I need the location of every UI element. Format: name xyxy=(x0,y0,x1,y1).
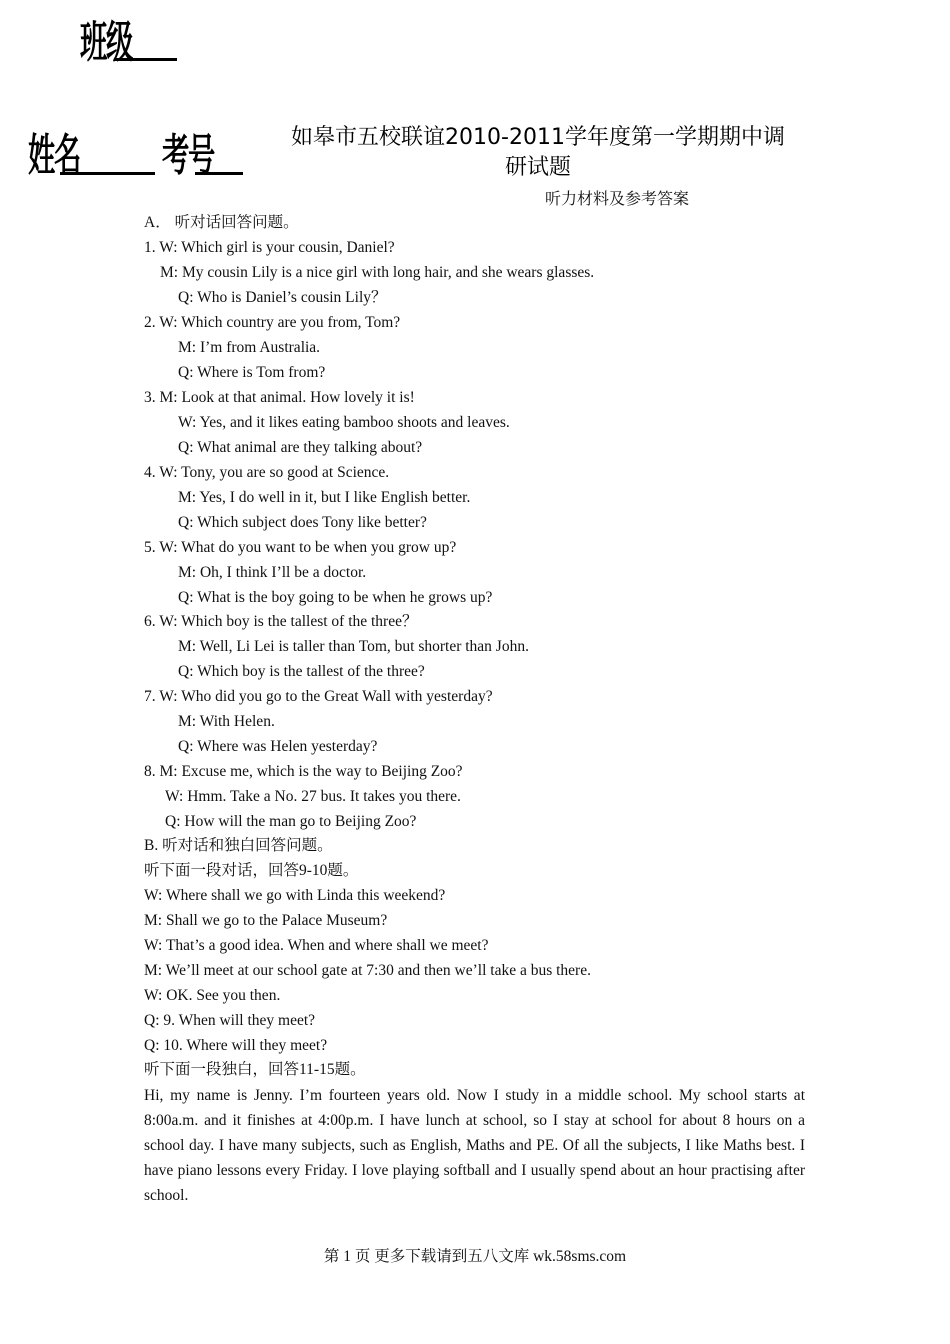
section-a-heading: A． 听对话回答问题。 xyxy=(144,214,299,231)
dialogue-line: M: We’ll meet at our school gate at 7:30 and then we’ll take a bus there. xyxy=(144,962,591,979)
section-a-line: 1. W: Which girl is your cousin, Daniel? xyxy=(144,239,395,256)
section-a-line: M: My cousin Lily is a nice girl with long hair, and she wears glasses. xyxy=(160,264,595,281)
section-a-line: Q: Who is Daniel’s cousin Lily？ xyxy=(178,289,387,306)
section-a-line: Q: Which subject does Tony like better? xyxy=(178,514,427,531)
section-a-line: M: Yes, I do well in it, but I like English better. xyxy=(178,489,471,506)
page-subtitle: 听力材料及参考答案 xyxy=(545,189,690,208)
section-a-line: 8. M: Excuse me, which is the way to Beijing Zoo? xyxy=(144,763,463,780)
section-a-line: Q: Which boy is the tallest of the three? xyxy=(178,663,425,680)
class-blank xyxy=(114,58,177,61)
exam-number-label: 考号 xyxy=(162,130,215,181)
section-a-line: M: Oh, I think I’ll be a doctor. xyxy=(178,564,367,581)
page-title: 如皋市五校联谊2010-2011学年度第一学期期中调 xyxy=(291,125,785,150)
page-title-line2: 研试题 xyxy=(504,155,571,180)
dialogue-line: W: That’s a good idea. When and where shall we meet? xyxy=(144,937,489,954)
monologue-text: Hi, my name is Jenny. I’m fourteen years old. Now I study in a middle school. My school starts at 8:00a.m. and it finishes at 4:00p.m. I have lunch at school, so I stay at school for about 8 hours on a school day. I have many subjects, such as English, Maths and PE. Of all the subjects, I like Maths best. I have piano lessons every Friday. I love playing softball and I usually spend about an hour practising after school. xyxy=(144,1087,805,1204)
section-a-line: M: With Helen. xyxy=(178,713,275,730)
class-label: 班级 xyxy=(80,17,133,68)
section-a-line: 4. W: Tony, you are so good at Science. xyxy=(144,464,390,481)
section-a-line: Q: Where is Tom from? xyxy=(178,364,326,381)
section-a-line: 6. W: Which boy is the tallest of the three？ xyxy=(144,613,418,630)
dialogue-line: Q: 10. Where will they meet? xyxy=(144,1037,328,1054)
section-a-line: 2. W: Which country are you from, Tom? xyxy=(144,314,401,331)
dialogue-line: Q: 9. When will they meet? xyxy=(144,1012,316,1029)
section-a-line: 5. W: What do you want to be when you grow up? xyxy=(144,539,457,556)
section-a-line: 7. W: Who did you go to the Great Wall with yesterday? xyxy=(144,688,493,705)
dialogue-line: W: OK. See you then. xyxy=(144,987,281,1004)
section-b-heading: B. 听对话和独白回答问题。 xyxy=(144,837,333,854)
section-a-line: M: I’m from Australia. xyxy=(178,339,321,356)
dialogue-intro: 听下面一段对话，回答9-10题。 xyxy=(144,862,359,879)
dialogue-line: W: Where shall we go with Linda this weekend? xyxy=(144,887,446,904)
name-blank xyxy=(60,172,155,175)
section-a-line: W: Yes, and it likes eating bamboo shoots and leaves. xyxy=(178,414,510,431)
section-a-line: Q: What animal are they talking about? xyxy=(178,439,423,456)
dialogue-line: M: Shall we go to the Palace Museum? xyxy=(144,912,388,929)
page-footer: 第 1 页 更多下载请到五八文库 wk.58sms.com xyxy=(323,1248,627,1265)
section-a-line: 3. M: Look at that animal. How lovely it is! xyxy=(144,389,415,406)
section-a-line: Q: What is the boy going to be when he grows up? xyxy=(178,589,493,606)
section-a-line: Q: How will the man go to Beijing Zoo? xyxy=(165,813,417,830)
name-label: 姓名 xyxy=(28,130,81,181)
monologue-intro: 听下面一段独白，回答11-15题。 xyxy=(144,1061,366,1078)
section-a-line: W: Hmm. Take a No. 27 bus. It takes you there. xyxy=(165,788,461,805)
exam-number-blank xyxy=(195,172,243,175)
section-a-line: Q: Where was Helen yesterday? xyxy=(178,738,378,755)
section-a-line: M: Well, Li Lei is taller than Tom, but shorter than John. xyxy=(178,638,529,655)
